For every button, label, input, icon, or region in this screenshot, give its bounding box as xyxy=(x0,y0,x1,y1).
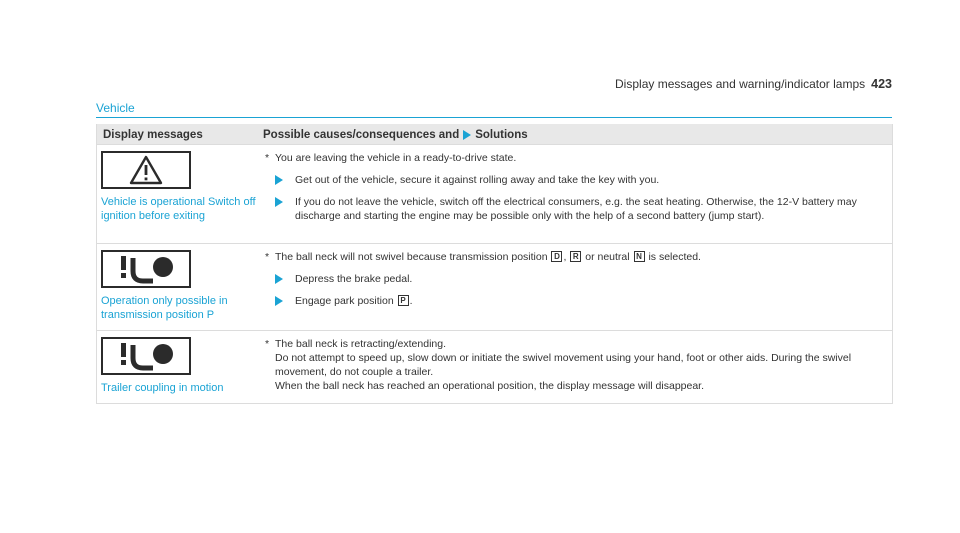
display-message-text: Operation only possible in transmission position P xyxy=(101,295,228,321)
table-header xyxy=(97,124,892,144)
solution-step: If you do not leave the vehicle, switch off the electrical consumers, e.g. the seat heating. Otherwise, the 12-V battery may discharge and starting the engine may be possible only with the help of a second battery (jump start). xyxy=(275,195,884,223)
step-arrow-icon xyxy=(275,175,283,185)
gear-d-key: D xyxy=(551,251,562,262)
display-message-text: Trailer coupling in motion xyxy=(101,382,224,394)
cause-text: * You are leaving the vehicle in a ready-to-drive state. xyxy=(265,152,517,164)
warning-triangle-icon xyxy=(101,151,191,189)
step-arrow-icon xyxy=(275,197,283,207)
col-header-causes xyxy=(257,124,892,144)
header-title: Display messages and warning/indicator lamps xyxy=(615,77,866,91)
solution-cell xyxy=(257,244,892,330)
cause-text: * The ball neck will not swivel because transmission position D , R or neutral N is selected. xyxy=(265,251,701,263)
solution-step: Get out of the vehicle, secure it against rolling away and take the key with you. xyxy=(275,173,884,187)
step-arrow-icon xyxy=(275,274,283,284)
solution-step: Engage park position P . xyxy=(275,294,884,308)
solution-cell xyxy=(257,145,892,243)
table-row xyxy=(97,330,892,403)
trailer-hitch-warning-icon xyxy=(101,250,191,288)
running-header xyxy=(615,77,892,91)
info-paragraph: When the ball neck has reached an operational position, the display message will disappear. xyxy=(275,380,705,392)
solution-cell xyxy=(257,331,892,403)
col-header-causes-label: Possible causes/consequences and xyxy=(263,129,460,141)
table-row xyxy=(97,144,892,243)
gear-r-key: R xyxy=(570,251,581,262)
trailer-hitch-warning-icon xyxy=(101,337,191,375)
col-header-solutions-label: Solutions xyxy=(475,129,528,141)
step-arrow-icon xyxy=(275,296,283,306)
gear-p-key: P xyxy=(398,295,409,306)
col-header-messages: Display messages xyxy=(103,129,203,141)
gear-n-key: N xyxy=(634,251,645,262)
cause-text: * The ball neck is retracting/extending. xyxy=(265,338,447,350)
arrow-right-icon xyxy=(463,130,471,140)
solution-step: Depress the brake pedal. xyxy=(275,272,884,286)
message-cell xyxy=(97,331,257,403)
message-cell xyxy=(97,244,257,330)
display-message-text: Vehicle is operational Switch off ignition before exiting xyxy=(101,196,256,222)
message-cell xyxy=(97,145,257,243)
section-title: Vehicle xyxy=(96,101,135,115)
section-divider xyxy=(96,117,892,118)
info-paragraph: Do not attempt to speed up, slow down or initiate the swivel movement using your hand, foot or other aids. During the swivel movement, do not couple a trailer. xyxy=(275,352,852,378)
table-row xyxy=(97,243,892,330)
page-number: 423 xyxy=(871,77,892,91)
display-messages-table xyxy=(96,124,893,404)
